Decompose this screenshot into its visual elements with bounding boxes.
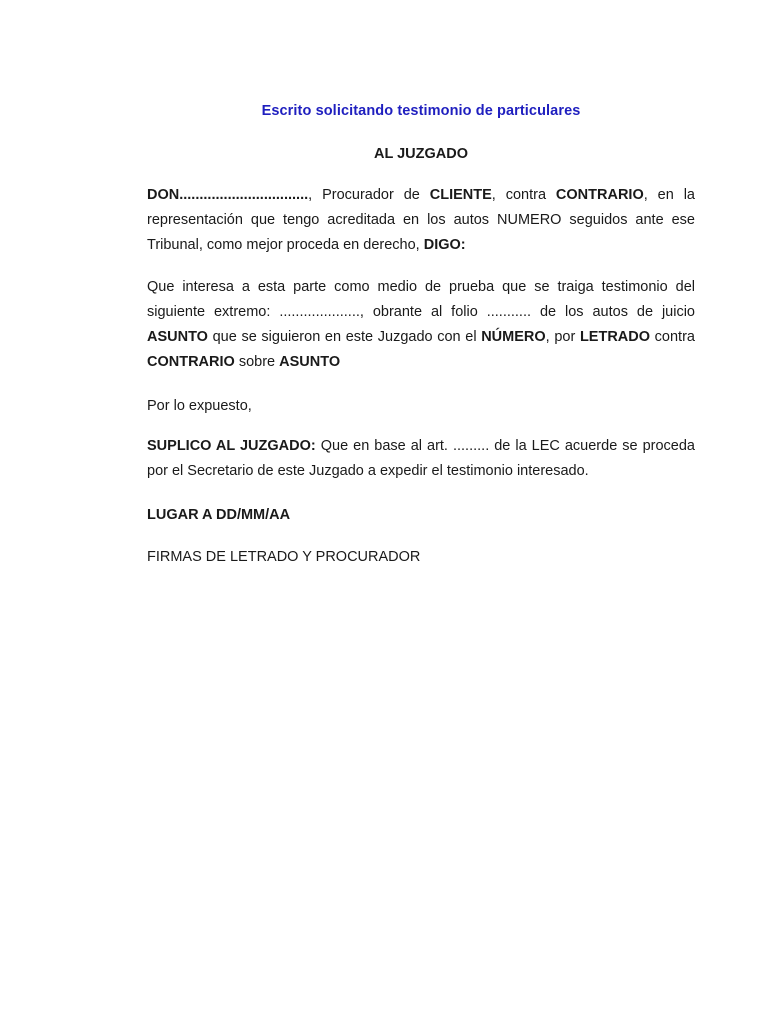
paragraph-text: Que interesa a esta parte como medio de prueba que se traiga testimonio del siguiente extremo: ...................., obrante al folio ........... de los autos de juicio — [147, 279, 695, 320]
paragraph-request — [147, 275, 695, 375]
letrado-term: LETRADO — [579, 329, 651, 345]
paragraph-text: contra — [650, 329, 695, 345]
place-date-line — [147, 503, 695, 528]
paragraph-expuesto: Por lo expuesto, — [147, 398, 252, 414]
contrario-term: CONTRARIO — [147, 354, 235, 370]
court-heading: AL JUZGADO — [374, 146, 468, 162]
don-label: DON................................ — [147, 187, 309, 203]
document-title: Escrito solicitando testimonio de particulares — [261, 103, 581, 119]
paragraph-intro — [147, 183, 695, 258]
digo-term: DIGO: — [423, 237, 466, 253]
place-date: LUGAR A DD/MM/AA — [147, 507, 291, 523]
cliente-term: CLIENTE — [429, 187, 492, 203]
paragraph-text: , contra — [491, 187, 556, 203]
numero-term: NÚMERO — [481, 329, 546, 345]
paragraph-suplico — [147, 434, 695, 484]
paragraph-text: , por — [545, 329, 580, 345]
signatures-line: FIRMAS DE LETRADO Y PROCURADOR — [147, 549, 421, 565]
paragraph-text: , en la representación que tengo acreditada en los autos NUMERO seguidos ante ese Tribunal, como mejor proceda en derecho, — [147, 187, 695, 253]
suplico-term: SUPLICO AL JUZGADO: — [147, 438, 316, 454]
paragraph-text: que se siguieron en este Juzgado con el — [207, 329, 482, 345]
paragraph-text: sobre — [234, 354, 280, 370]
contrario-term: CONTRARIO — [555, 187, 644, 203]
asunto-term: ASUNTO — [147, 329, 208, 345]
asunto-term: ASUNTO — [279, 354, 341, 370]
paragraph-text: Que en base al art. ......... de la LEC acuerde se proceda por el Secretario de este Juzgado a expedir el testimonio interesado. — [147, 438, 695, 479]
paragraph-text: , Procurador de — [308, 187, 430, 203]
